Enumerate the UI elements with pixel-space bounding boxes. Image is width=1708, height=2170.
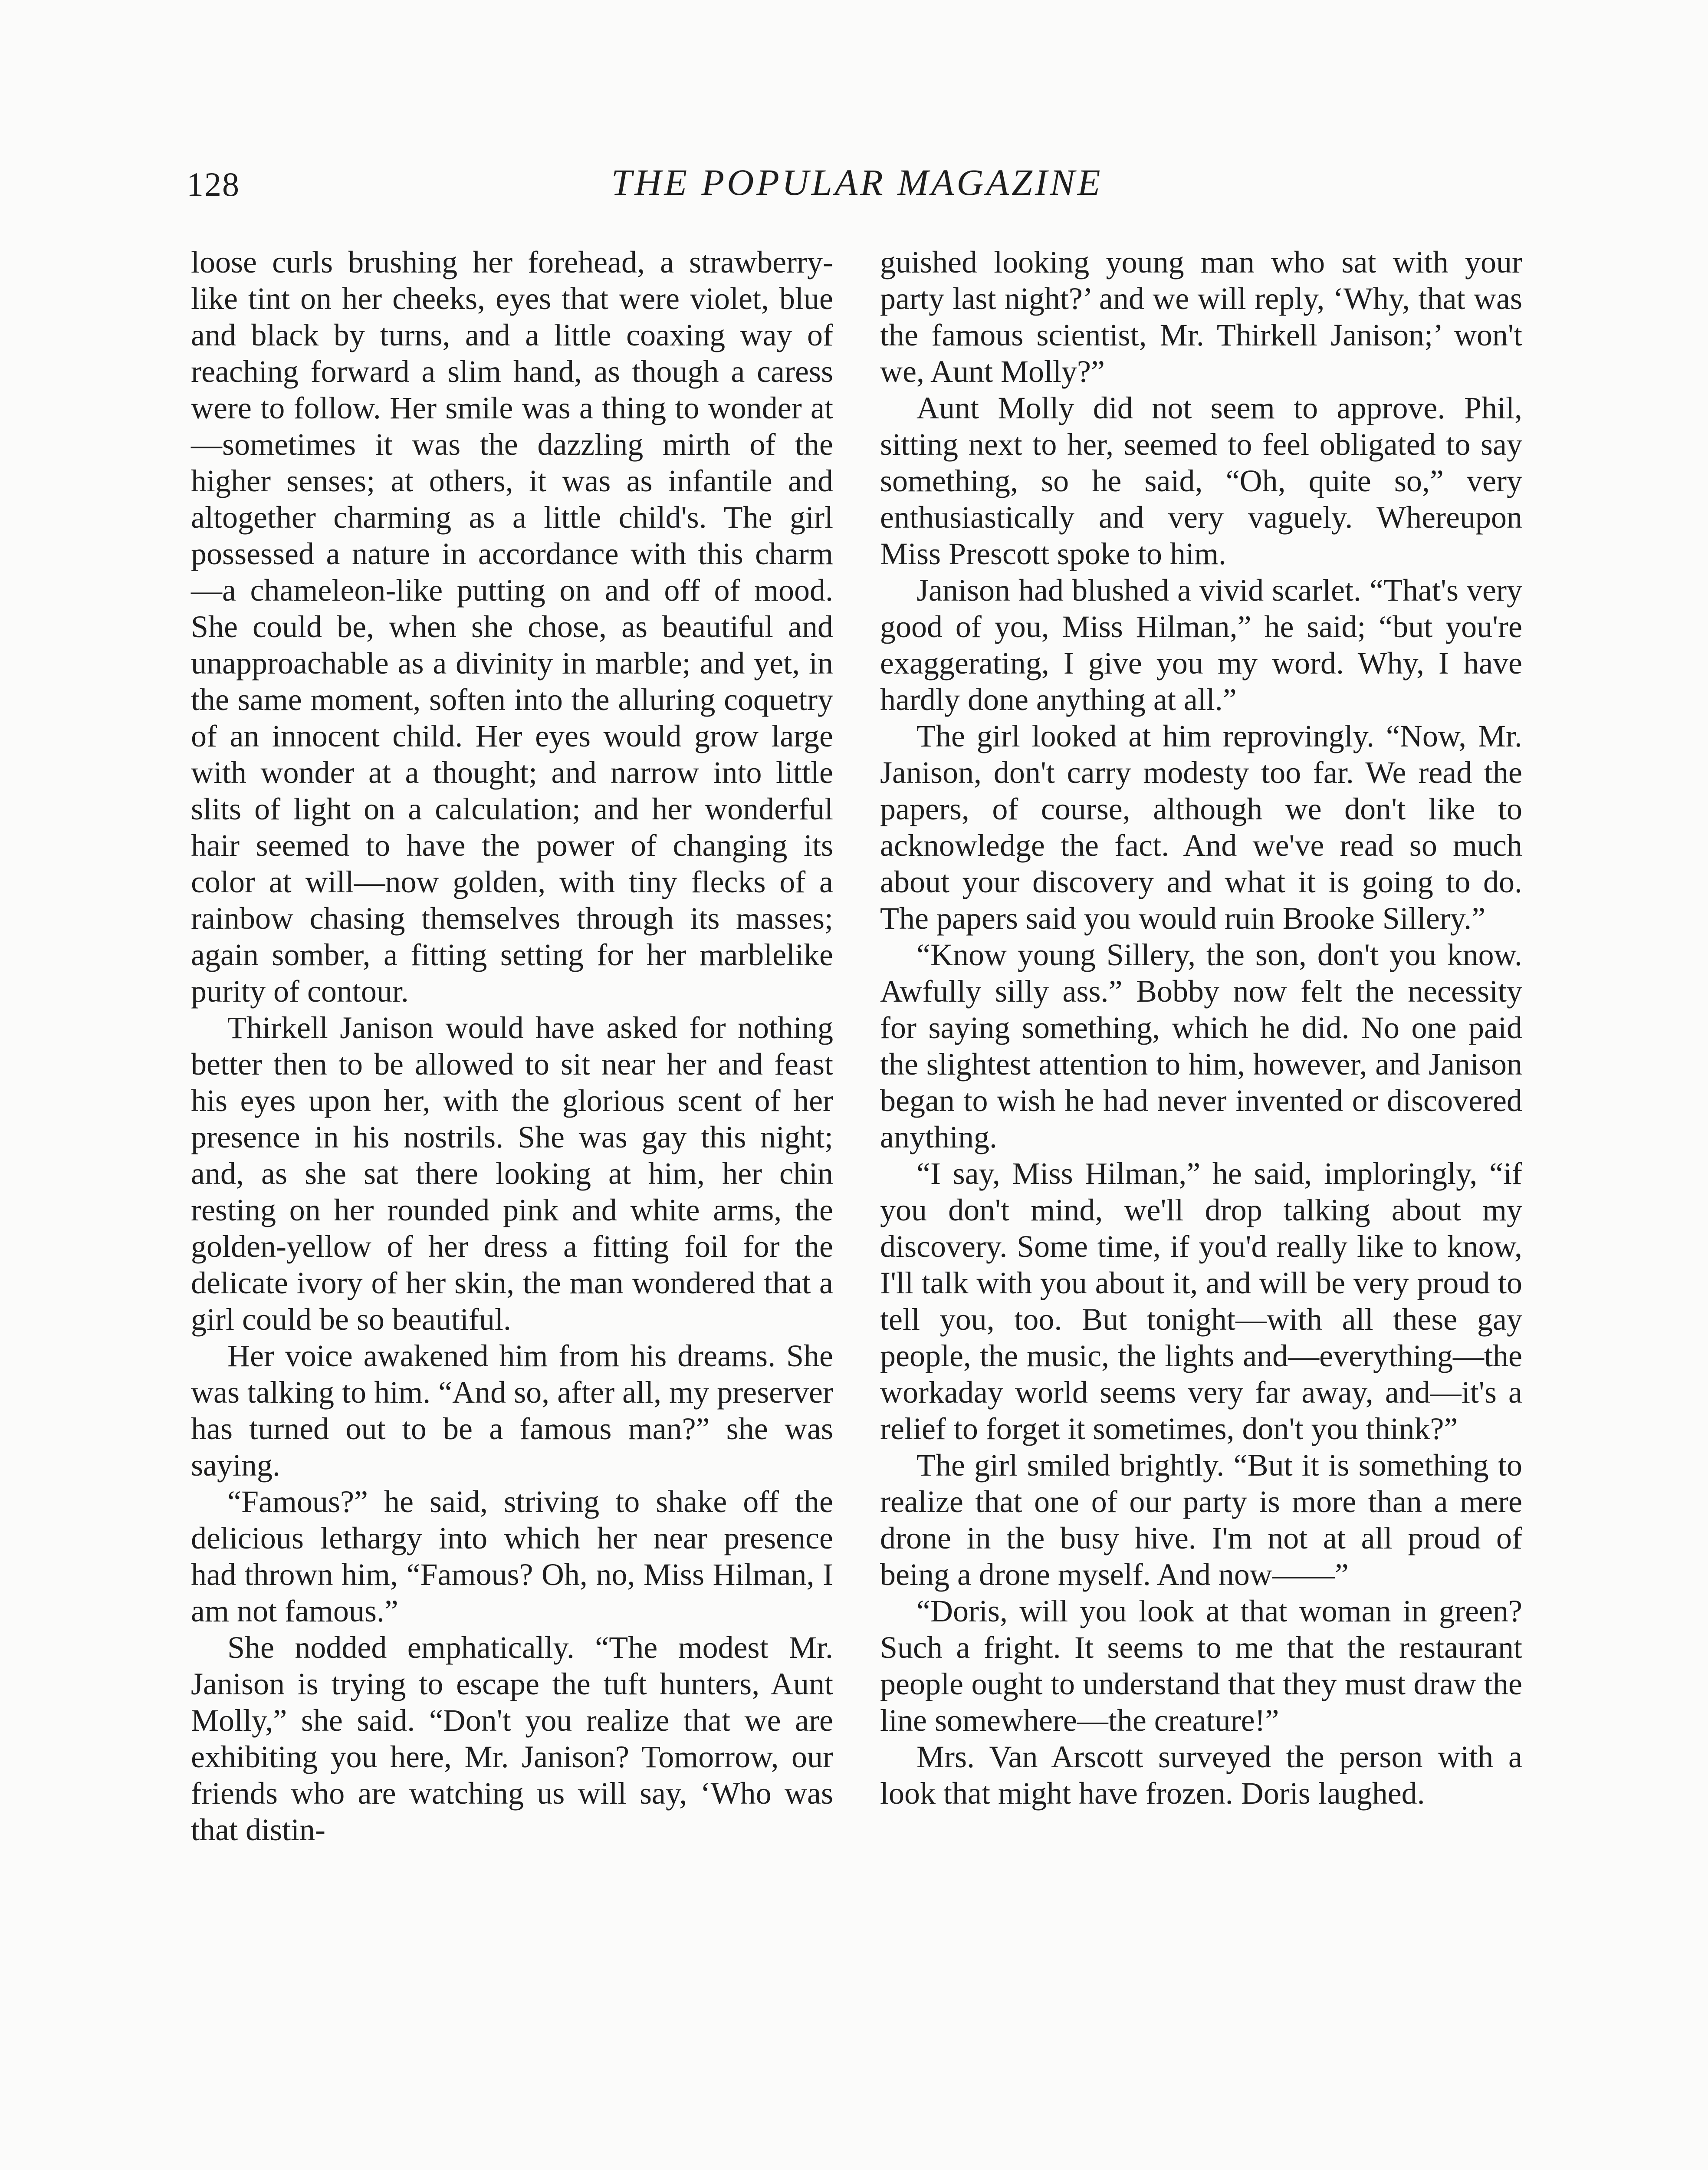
paragraph: She nodded emphatically. “The modest Mr. Janison is trying to escape the tuft hunters, Aunt Molly,” she said. “Don't you realize that we are exhibiting you here, Mr. Janison? Tomorrow, our friends who are watching us will say, ‘Who was that distin- xyxy=(191,1630,833,1847)
paragraph: loose curls brushing her forehead, a strawberry-like tint on her cheeks, eyes that were violet, blue and black by turns, and a little coaxing way of reaching forward a slim hand, as though a caress were to follow. Her smile was a thing to wonder at—sometimes it was the dazzling mirth of the higher senses; at others, it was as infantile and altogether charming as a little child's. The girl possessed a nature in accordance with this charm—a chameleon-like putting on and off of mood. She could be, when she chose, as beautiful and unapproachable as a divinity in marble; and yet, in the same moment, soften into the alluring coquetry of an innocent child. Her eyes would grow large with wonder at a thought; and narrow into little slits of light on a calculation; and her wonderful hair seemed to have the power of changing its color at will—now golden, with tiny flecks of a rainbow chasing themselves through its masses; again somber, a fitting setting for her marblelike purity of contour. xyxy=(191,245,833,1009)
paragraph: guished looking young man who sat with your party last night?’ and we will reply, ‘Why, that was the famous scientist, Mr. Thirkell Janison;’ won't we, Aunt Molly?” xyxy=(880,245,1522,389)
paragraph: Thirkell Janison would have asked for nothing better then to be allowed to sit near her and feast his eyes upon her, with the glorious scent of her presence in his nostrils. She was gay this night; and, as she sat there looking at him, her chin resting on her rounded pink and white arms, the golden-yellow of her dress a fitting foil for the delicate ivory of her skin, the man wondered that a girl could be so beautiful. xyxy=(191,1010,833,1337)
paragraph: “Doris, will you look at that woman in green? Such a fright. It seems to me that the restaurant people ought to understand that they must draw the line somewhere—the creature!” xyxy=(880,1594,1522,1738)
paragraph: Mrs. Van Arscott surveyed the person with a look that might have frozen. Doris laughed. xyxy=(880,1739,1522,1811)
paragraph: Aunt Molly did not seem to approve. Phil, sitting next to her, seemed to feel obligated to say something, so he said, “Oh, quite so,” very enthusiastically and very vaguely. Whereupon Miss Prescott spoke to him. xyxy=(880,391,1522,571)
paragraph: Janison had blushed a vivid scarlet. “That's very good of you, Miss Hilman,” he said; “but you're exaggerating, I give you my word. Why, I have hardly done anything at all.” xyxy=(880,573,1522,717)
paragraph: The girl looked at him reprovingly. “Now, Mr. Janison, don't carry modesty too far. We read the papers, of course, although we don't like to acknowledge the fact. And we've read so much about your discovery and what it is going to do. The papers said you would ruin Brooke Sillery.” xyxy=(880,719,1522,936)
magazine-title: THE POPULAR MAGAZINE xyxy=(611,161,1103,203)
left-column xyxy=(191,244,833,1848)
page-header xyxy=(187,161,1527,213)
paragraph: “I say, Miss Hilman,” he said, imploringly, “if you don't mind, we'll drop talking about my discovery. Some time, if you'd really like to know, I'll talk with you about it, and will be very proud to tell you, too. But tonight—with all these gay people, the music, the lights and—everything—the workaday world seems very far away, and—it's a relief to forget it sometimes, don't you think?” xyxy=(880,1156,1522,1446)
paragraph: The girl smiled brightly. “But it is something to realize that one of our party is more than a mere drone in the busy hive. I'm not at all proud of being a drone myself. And now——” xyxy=(880,1448,1522,1592)
paragraph: Her voice awakened him from his dreams. She was talking to him. “And so, after all, my preserver has turned out to be a famous man?” she was saying. xyxy=(191,1338,833,1483)
right-column xyxy=(880,244,1522,1812)
paragraph: “Know young Sillery, the son, don't you know. Awfully silly ass.” Bobby now felt the necessity for saying something, which he did. No one paid the slightest attention to him, however, and Janison began to wish he had never invented or discovered anything. xyxy=(880,937,1522,1154)
page-number: 128 xyxy=(187,165,240,203)
paragraph: “Famous?” he said, striving to shake off the delicious lethargy into which her near presence had thrown him, “Famous? Oh, no, Miss Hilman, I am not famous.” xyxy=(191,1484,833,1628)
